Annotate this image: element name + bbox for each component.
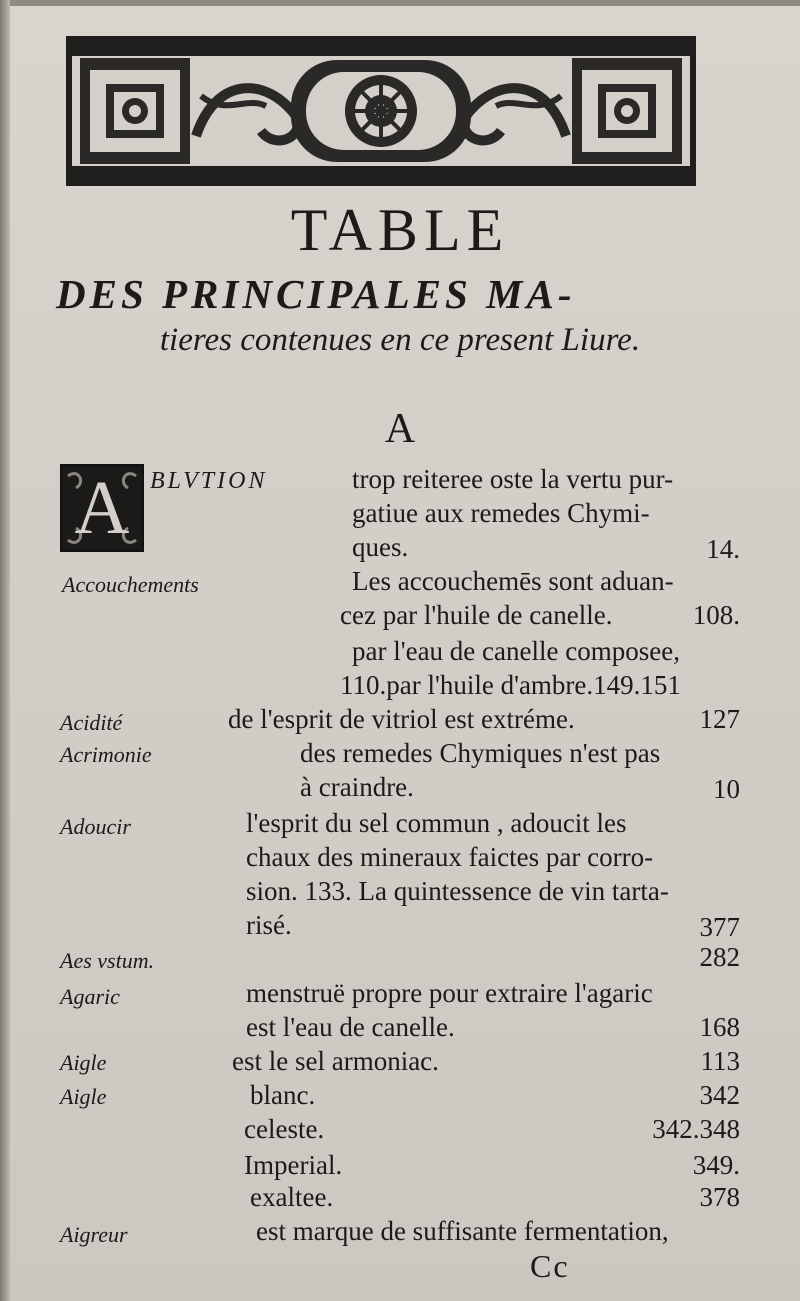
entry-term: Aigle: [60, 1084, 107, 1109]
entry-page-number: 282: [699, 942, 740, 972]
entry-text-line: de l'esprit de vitriol est extréme.: [228, 704, 575, 734]
entry-page-number: 127: [699, 704, 740, 734]
entry-text-line: à craindre.: [300, 772, 414, 802]
entry-page-number: 10: [713, 774, 740, 804]
entry-text-line: trop reiteree oste la vertu pur-: [352, 464, 674, 494]
entry-text-line: cez par l'huile de canelle.: [340, 600, 613, 630]
entry-text-line: est le sel armoniac.: [232, 1046, 439, 1076]
entry-term: Acrimonie: [60, 742, 152, 767]
entry-page-number: 378: [699, 1182, 740, 1212]
entry-term: Acidité: [60, 710, 123, 735]
dropcap-ornament-icon: [60, 464, 144, 552]
entry-text-line: Imperial.: [244, 1150, 343, 1180]
entry-text-line: chaux des mineraux faictes par corro-: [246, 842, 654, 872]
entry-text-line: risé.: [246, 910, 292, 940]
entry-text-line: blanc.: [250, 1080, 316, 1110]
dropcap-letter: A: [74, 466, 130, 550]
catchword: Cc: [530, 1248, 570, 1284]
entry-page-number: 377: [699, 912, 740, 942]
entry-page-number: 168: [699, 1012, 740, 1042]
subtitle-line-2: tieres contenues en ce present Liure.: [159, 322, 641, 358]
entry-term: Accouchements: [62, 572, 199, 597]
entry-text-line: exaltee.: [250, 1182, 334, 1212]
entry-text-line: ques.: [352, 532, 409, 562]
entry-page-number: 108.: [692, 600, 740, 630]
entry-term: Aigle: [60, 1050, 107, 1075]
entry-page-number: 349.: [692, 1150, 740, 1180]
entry-term: Aigreur: [60, 1222, 128, 1247]
entry-text-line: des remedes Chymiques n'est pas: [300, 738, 661, 768]
entry-text-line: l'esprit du sel commun , adoucit les: [246, 808, 627, 838]
page-top-edge: [0, 0, 800, 6]
entry-text-line: est l'eau de canelle.: [246, 1012, 455, 1042]
entry-page-number: 342.348: [652, 1114, 740, 1144]
entry-text-line: sion. 133. La quintessence de vin tarta-: [246, 876, 669, 906]
entry-text-line: gatiue aux remedes Chymi-: [352, 498, 650, 528]
entry-text-line: Les accouchemēs sont aduan-: [352, 566, 674, 596]
entry-text-line: menstruë propre pour extraire l'agaric: [246, 978, 653, 1008]
ornament-headband-icon: [66, 36, 696, 186]
entry-term: BLVTION: [150, 468, 268, 494]
entry-text-line: 110.par l'huile d'ambre.149.151: [340, 670, 681, 700]
entry-term: Aes vstum.: [60, 948, 155, 973]
section-letter: A: [384, 406, 416, 452]
entry-page-number: 113: [700, 1046, 740, 1076]
entry-page-number: 342: [699, 1080, 740, 1110]
page-title: TABLE: [290, 197, 510, 263]
entry-text-line: celeste.: [244, 1114, 325, 1144]
entry-term: Agaric: [60, 984, 120, 1009]
entry-text-line: par l'eau de canelle composee,: [352, 636, 680, 666]
entry-page-number: 14.: [706, 534, 740, 564]
entry-text-line: est marque de suffisante fermentation,: [256, 1216, 669, 1246]
subtitle-line-1: DES PRINCIPALES MA-: [56, 271, 576, 317]
entry-term: Adoucir: [60, 814, 131, 839]
